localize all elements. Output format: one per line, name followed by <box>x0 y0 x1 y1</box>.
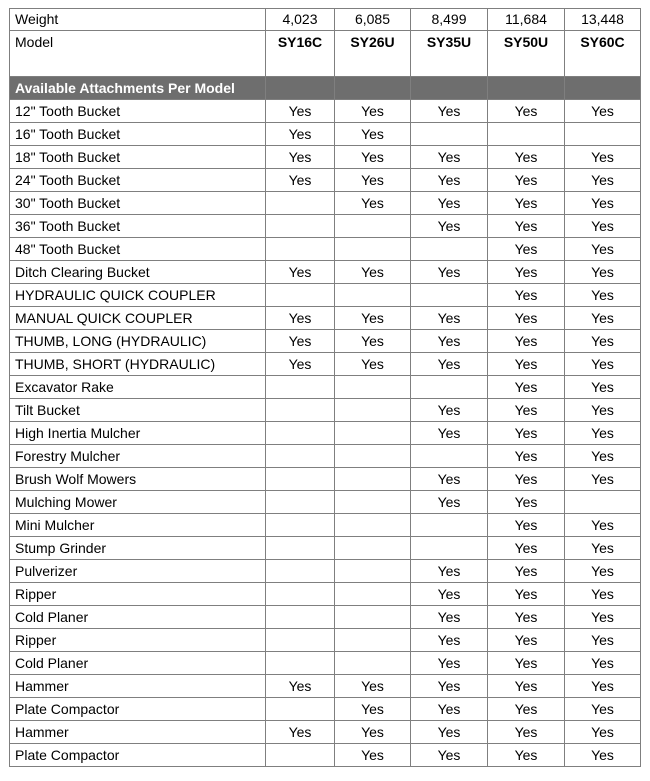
availability-cell: Yes <box>488 468 565 491</box>
attachment-name: 30" Tooth Bucket <box>10 192 266 215</box>
availability-cell: Yes <box>488 606 565 629</box>
availability-cell <box>266 606 335 629</box>
attachment-name: 12" Tooth Bucket <box>10 100 266 123</box>
section-cell <box>335 77 411 100</box>
attachment-name: Forestry Mulcher <box>10 445 266 468</box>
availability-cell: Yes <box>565 744 641 767</box>
availability-cell: Yes <box>335 721 411 744</box>
availability-cell: Yes <box>335 169 411 192</box>
table-row <box>10 123 641 146</box>
availability-cell: Yes <box>565 330 641 353</box>
availability-cell <box>565 491 641 514</box>
availability-cell <box>266 583 335 606</box>
model-row <box>10 31 641 77</box>
availability-cell <box>266 468 335 491</box>
availability-cell <box>335 537 411 560</box>
availability-cell: Yes <box>488 100 565 123</box>
availability-cell: Yes <box>411 675 488 698</box>
availability-cell <box>266 652 335 675</box>
availability-cell: Yes <box>488 514 565 537</box>
weight-row <box>10 9 641 31</box>
table-row <box>10 698 641 721</box>
attachment-name: Mulching Mower <box>10 491 266 514</box>
model-sy50u: SY50U <box>488 31 565 77</box>
availability-cell: Yes <box>411 652 488 675</box>
availability-cell: Yes <box>565 583 641 606</box>
section-title: Available Attachments Per Model <box>10 77 266 100</box>
availability-cell: Yes <box>411 330 488 353</box>
availability-cell <box>266 284 335 307</box>
availability-cell <box>335 629 411 652</box>
availability-cell: Yes <box>488 675 565 698</box>
availability-cell <box>335 284 411 307</box>
availability-cell: Yes <box>565 652 641 675</box>
table-row <box>10 376 641 399</box>
attachment-name: Plate Compactor <box>10 744 266 767</box>
attachment-name: Hammer <box>10 721 266 744</box>
availability-cell: Yes <box>266 123 335 146</box>
availability-cell <box>411 537 488 560</box>
attachment-name: Stump Grinder <box>10 537 266 560</box>
attachment-name: Hammer <box>10 675 266 698</box>
availability-cell <box>335 652 411 675</box>
attachment-name: Tilt Bucket <box>10 399 266 422</box>
availability-cell: Yes <box>488 376 565 399</box>
availability-cell: Yes <box>411 100 488 123</box>
table-row <box>10 146 641 169</box>
availability-cell: Yes <box>411 192 488 215</box>
availability-cell: Yes <box>411 353 488 376</box>
table-row <box>10 192 641 215</box>
availability-cell: Yes <box>411 744 488 767</box>
availability-cell: Yes <box>488 744 565 767</box>
availability-cell: Yes <box>488 537 565 560</box>
availability-cell <box>266 698 335 721</box>
table-row <box>10 491 641 514</box>
availability-cell <box>411 376 488 399</box>
availability-cell <box>266 399 335 422</box>
table-row <box>10 514 641 537</box>
availability-cell <box>565 123 641 146</box>
availability-cell <box>266 376 335 399</box>
attachments-table <box>9 8 641 767</box>
model-sy35u: SY35U <box>411 31 488 77</box>
weight-sy26u: 6,085 <box>335 9 411 31</box>
attachment-name: Mini Mulcher <box>10 514 266 537</box>
availability-cell: Yes <box>488 215 565 238</box>
attachment-name: Brush Wolf Mowers <box>10 468 266 491</box>
availability-cell: Yes <box>335 146 411 169</box>
availability-cell <box>335 238 411 261</box>
table-row <box>10 169 641 192</box>
availability-cell: Yes <box>488 169 565 192</box>
availability-cell: Yes <box>565 238 641 261</box>
availability-cell <box>266 537 335 560</box>
availability-cell <box>266 744 335 767</box>
attachments-table-body <box>10 9 641 767</box>
availability-cell: Yes <box>411 583 488 606</box>
attachment-name: Ditch Clearing Bucket <box>10 261 266 284</box>
attachment-name: 36" Tooth Bucket <box>10 215 266 238</box>
availability-cell: Yes <box>335 261 411 284</box>
availability-cell: Yes <box>488 146 565 169</box>
availability-cell <box>335 399 411 422</box>
availability-cell: Yes <box>565 399 641 422</box>
availability-cell <box>266 422 335 445</box>
availability-cell: Yes <box>266 261 335 284</box>
availability-cell: Yes <box>565 468 641 491</box>
availability-cell <box>335 215 411 238</box>
availability-cell: Yes <box>488 261 565 284</box>
availability-cell: Yes <box>335 698 411 721</box>
weight-sy35u: 8,499 <box>411 9 488 31</box>
availability-cell <box>266 514 335 537</box>
attachment-name: High Inertia Mulcher <box>10 422 266 445</box>
model-sy16c: SY16C <box>266 31 335 77</box>
table-row <box>10 422 641 445</box>
availability-cell: Yes <box>335 330 411 353</box>
availability-cell <box>488 123 565 146</box>
table-row <box>10 284 641 307</box>
availability-cell: Yes <box>335 675 411 698</box>
availability-cell <box>335 445 411 468</box>
weight-sy16c: 4,023 <box>266 9 335 31</box>
attachment-name: THUMB, LONG (HYDRAULIC) <box>10 330 266 353</box>
availability-cell: Yes <box>335 123 411 146</box>
attachment-name: 16" Tooth Bucket <box>10 123 266 146</box>
table-row <box>10 721 641 744</box>
availability-cell: Yes <box>411 146 488 169</box>
section-cell <box>488 77 565 100</box>
availability-cell: Yes <box>565 560 641 583</box>
availability-cell <box>266 629 335 652</box>
availability-cell: Yes <box>411 468 488 491</box>
table-row <box>10 652 641 675</box>
availability-cell: Yes <box>488 721 565 744</box>
availability-cell: Yes <box>565 261 641 284</box>
table-row <box>10 445 641 468</box>
attachment-name: MANUAL QUICK COUPLER <box>10 307 266 330</box>
availability-cell: Yes <box>565 675 641 698</box>
table-row <box>10 100 641 123</box>
availability-cell: Yes <box>565 284 641 307</box>
attachment-name: Cold Planer <box>10 606 266 629</box>
attachment-name: Ripper <box>10 583 266 606</box>
availability-cell: Yes <box>488 192 565 215</box>
availability-cell: Yes <box>488 307 565 330</box>
availability-cell: Yes <box>565 445 641 468</box>
availability-cell: Yes <box>488 399 565 422</box>
availability-cell: Yes <box>565 192 641 215</box>
availability-cell: Yes <box>266 675 335 698</box>
availability-cell: Yes <box>335 307 411 330</box>
availability-cell: Yes <box>488 422 565 445</box>
table-row <box>10 744 641 767</box>
availability-cell: Yes <box>266 307 335 330</box>
weight-label: Weight <box>10 9 266 31</box>
availability-cell: Yes <box>565 537 641 560</box>
availability-cell <box>411 238 488 261</box>
availability-cell <box>335 606 411 629</box>
availability-cell: Yes <box>565 606 641 629</box>
availability-cell: Yes <box>266 169 335 192</box>
availability-cell <box>266 192 335 215</box>
availability-cell: Yes <box>488 284 565 307</box>
attachment-name: HYDRAULIC QUICK COUPLER <box>10 284 266 307</box>
availability-cell <box>335 376 411 399</box>
table-row <box>10 629 641 652</box>
attachment-name: Pulverizer <box>10 560 266 583</box>
availability-cell: Yes <box>488 491 565 514</box>
attachment-name: THUMB, SHORT (HYDRAULIC) <box>10 353 266 376</box>
availability-cell: Yes <box>411 491 488 514</box>
weight-sy50u: 11,684 <box>488 9 565 31</box>
attachment-name: 18" Tooth Bucket <box>10 146 266 169</box>
section-header-row <box>10 77 641 100</box>
availability-cell: Yes <box>565 146 641 169</box>
availability-cell: Yes <box>411 169 488 192</box>
availability-cell: Yes <box>488 445 565 468</box>
availability-cell: Yes <box>488 560 565 583</box>
availability-cell: Yes <box>565 698 641 721</box>
availability-cell: Yes <box>565 100 641 123</box>
availability-cell: Yes <box>266 330 335 353</box>
attachment-name: Plate Compactor <box>10 698 266 721</box>
table-row <box>10 399 641 422</box>
availability-cell <box>266 445 335 468</box>
availability-cell: Yes <box>488 238 565 261</box>
availability-cell: Yes <box>565 376 641 399</box>
weight-sy60c: 13,448 <box>565 9 641 31</box>
availability-cell: Yes <box>335 192 411 215</box>
availability-cell <box>411 514 488 537</box>
availability-cell: Yes <box>488 583 565 606</box>
table-row <box>10 675 641 698</box>
table-row <box>10 215 641 238</box>
availability-cell: Yes <box>266 146 335 169</box>
table-row <box>10 606 641 629</box>
availability-cell: Yes <box>565 514 641 537</box>
availability-cell <box>266 491 335 514</box>
table-row <box>10 307 641 330</box>
availability-cell <box>411 123 488 146</box>
table-row <box>10 261 641 284</box>
attachment-name: Excavator Rake <box>10 376 266 399</box>
availability-cell <box>335 491 411 514</box>
attachment-name: Ripper <box>10 629 266 652</box>
section-cell <box>266 77 335 100</box>
availability-cell: Yes <box>266 100 335 123</box>
availability-cell: Yes <box>411 698 488 721</box>
model-label: Model <box>10 31 266 77</box>
availability-cell: Yes <box>565 353 641 376</box>
availability-cell <box>335 422 411 445</box>
availability-cell <box>411 284 488 307</box>
availability-cell: Yes <box>488 698 565 721</box>
attachment-name: 24" Tooth Bucket <box>10 169 266 192</box>
table-row <box>10 468 641 491</box>
availability-cell: Yes <box>335 353 411 376</box>
availability-cell <box>266 560 335 583</box>
availability-cell: Yes <box>411 422 488 445</box>
availability-cell: Yes <box>411 261 488 284</box>
availability-cell: Yes <box>411 606 488 629</box>
section-cell <box>411 77 488 100</box>
availability-cell <box>335 514 411 537</box>
availability-cell <box>266 238 335 261</box>
model-sy26u: SY26U <box>335 31 411 77</box>
availability-cell <box>266 215 335 238</box>
availability-cell: Yes <box>488 353 565 376</box>
availability-cell: Yes <box>411 721 488 744</box>
availability-cell: Yes <box>488 629 565 652</box>
availability-cell: Yes <box>565 169 641 192</box>
table-row <box>10 537 641 560</box>
availability-cell: Yes <box>411 560 488 583</box>
attachment-name: 48" Tooth Bucket <box>10 238 266 261</box>
availability-cell <box>335 468 411 491</box>
availability-cell: Yes <box>565 629 641 652</box>
table-row <box>10 583 641 606</box>
availability-cell: Yes <box>565 307 641 330</box>
attachment-name: Cold Planer <box>10 652 266 675</box>
availability-cell: Yes <box>411 215 488 238</box>
availability-cell: Yes <box>565 422 641 445</box>
availability-cell: Yes <box>488 330 565 353</box>
table-row <box>10 353 641 376</box>
availability-cell: Yes <box>266 353 335 376</box>
availability-cell <box>411 445 488 468</box>
availability-cell: Yes <box>266 721 335 744</box>
availability-cell: Yes <box>335 744 411 767</box>
table-row <box>10 238 641 261</box>
availability-cell <box>335 583 411 606</box>
availability-cell: Yes <box>335 100 411 123</box>
table-row <box>10 560 641 583</box>
availability-cell: Yes <box>411 399 488 422</box>
availability-cell: Yes <box>565 721 641 744</box>
section-cell <box>565 77 641 100</box>
table-row <box>10 330 641 353</box>
availability-cell <box>335 560 411 583</box>
availability-cell: Yes <box>565 215 641 238</box>
availability-cell: Yes <box>411 307 488 330</box>
availability-cell: Yes <box>488 652 565 675</box>
model-sy60c: SY60C <box>565 31 641 77</box>
availability-cell: Yes <box>411 629 488 652</box>
